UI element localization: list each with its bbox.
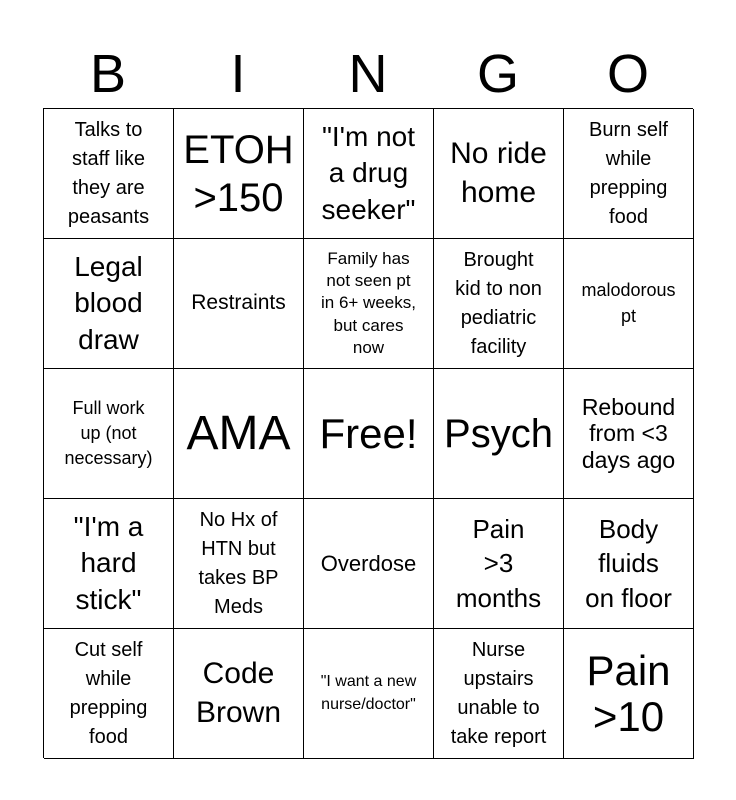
bingo-cell-text: Nurse upstairs unable to take report — [450, 638, 547, 748]
header-letter-n: N — [348, 44, 388, 104]
bingo-cell-text: AMA — [186, 406, 291, 460]
bingo-header — [43, 40, 693, 108]
bingo-cell[interactable] — [44, 109, 174, 239]
bingo-cell-text: "I want a new nurse/doctor" — [320, 673, 417, 713]
bingo-cell[interactable] — [44, 369, 174, 499]
bingo-cell[interactable] — [434, 239, 564, 369]
bingo-cell[interactable] — [174, 239, 304, 369]
header-letter-o: O — [606, 44, 649, 104]
bingo-cell[interactable] — [434, 109, 564, 239]
bingo-cell-text: No ride home — [450, 137, 547, 209]
bingo-cell[interactable] — [174, 629, 304, 759]
bingo-cell[interactable] — [174, 499, 304, 629]
bingo-cell[interactable] — [304, 239, 434, 369]
bingo-cell[interactable] — [564, 239, 694, 369]
bingo-cell-text: Overdose — [320, 550, 417, 576]
bingo-cell-text: Brought kid to non pediatric facility — [455, 248, 542, 358]
bingo-cell-text: Talks to staff like they are peasants — [67, 118, 150, 228]
bingo-cell-text: Body fluids on floor — [585, 514, 672, 613]
bingo-cell-text: Rebound from <3 days ago — [581, 393, 676, 473]
bingo-cell[interactable] — [564, 629, 694, 759]
bingo-cell[interactable] — [564, 369, 694, 499]
bingo-cell[interactable] — [304, 629, 434, 759]
bingo-cell-text: No Hx of HTN but takes BP Meds — [198, 508, 279, 618]
bingo-cell-text: Free! — [319, 409, 418, 457]
bingo-cell[interactable] — [564, 499, 694, 629]
header-letter-b: B — [89, 44, 127, 104]
bingo-cell[interactable] — [174, 109, 304, 239]
bingo-cell-text: Family has not seen pt in 6+ weeks, but cares now — [321, 249, 416, 357]
bingo-cell-text: Psych — [444, 411, 553, 456]
bingo-cell[interactable] — [434, 369, 564, 499]
bingo-cell-text: Code Brown — [195, 657, 282, 729]
bingo-cell[interactable] — [174, 369, 304, 499]
bingo-cell-text: Pain >10 — [586, 647, 671, 740]
bingo-cell-text: Restraints — [191, 291, 286, 315]
bingo-cell-text: Cut self while prepping food — [69, 638, 148, 748]
bingo-board — [43, 108, 693, 758]
bingo-cell-text: "I'm not a drug seeker" — [321, 120, 416, 225]
bingo-cell[interactable] — [304, 109, 434, 239]
bingo-cell[interactable] — [434, 629, 564, 759]
bingo-cell-text: Full work up (not necessary) — [64, 397, 153, 469]
bingo-cell[interactable] — [44, 499, 174, 629]
bingo-cell[interactable] — [304, 499, 434, 629]
header-letter-g: G — [476, 44, 519, 104]
bingo-cell-text: Burn self while prepping food — [589, 118, 668, 228]
bingo-cell[interactable] — [44, 239, 174, 369]
header-letter-i: I — [230, 44, 246, 104]
bingo-cell[interactable] — [564, 109, 694, 239]
bingo-cell-text: malodorous pt — [581, 280, 676, 326]
bingo-cell[interactable] — [434, 499, 564, 629]
bingo-cell-text: "I'm a hard stick" — [73, 510, 144, 615]
bingo-cell-text: Pain >3 months — [455, 514, 542, 613]
bingo-cell[interactable] — [304, 369, 434, 499]
bingo-cell-text: Legal blood draw — [74, 250, 143, 355]
bingo-cell-text: ETOH >150 — [183, 127, 294, 220]
bingo-cell[interactable] — [44, 629, 174, 759]
